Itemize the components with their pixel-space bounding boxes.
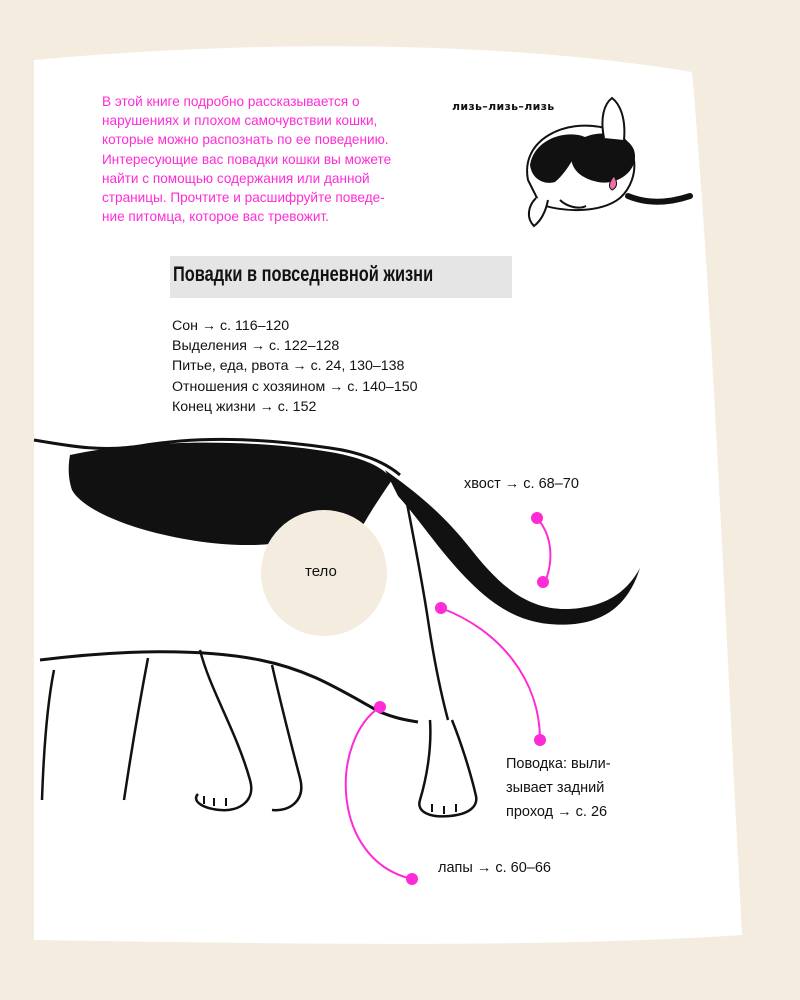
behavior-label bbox=[506, 752, 611, 824]
behavior-callout-dot-top bbox=[435, 602, 447, 614]
paws-label: лапы → с. 60–66 bbox=[438, 860, 551, 876]
intro-paragraph bbox=[102, 92, 432, 226]
tail-label: хвост → с. 68–70 bbox=[464, 476, 579, 492]
topic-item: Конец жизни → с. 152 bbox=[172, 398, 317, 415]
behavior-label-line: Поводка: выли- bbox=[506, 756, 611, 772]
topic-item: Выделения → с. 122–128 bbox=[172, 338, 340, 355]
intro-line: В этой книге подробно рассказывается о bbox=[102, 94, 360, 109]
behavior-label-line: проход → с. 26 bbox=[506, 804, 608, 820]
topics-list bbox=[172, 316, 418, 417]
tail-callout-dot-bottom bbox=[537, 576, 549, 588]
intro-line: ние питомца, которое вас тревожит. bbox=[102, 209, 329, 225]
topic-item: Отношения с хозяином → с. 140–150 bbox=[172, 378, 418, 395]
intro-line: страницы. Прочтите и расшифруйте поведе- bbox=[102, 190, 385, 206]
paws-callout-dot-top bbox=[374, 701, 386, 713]
intro-line: которые можно распознать по ее поведению. bbox=[102, 132, 389, 148]
topic-item: Питье, еда, рвота → с. 24, 130–138 bbox=[172, 358, 405, 375]
intro-line: Интересующие вас повадки кошки вы можете bbox=[102, 151, 392, 167]
behavior-label-line: зывает задний bbox=[506, 780, 605, 796]
topic-item: Сон → с. 116–120 bbox=[172, 318, 290, 334]
illustration-caption: лизь–лизь–лизь bbox=[452, 100, 555, 113]
section-title: Повадки в повседневной жизни bbox=[173, 263, 434, 286]
tail-callout-dot-top bbox=[531, 512, 543, 524]
body-label: тело bbox=[305, 563, 337, 580]
intro-line: найти с помощью содержания или данной bbox=[102, 170, 370, 186]
behavior-callout-dot-bottom bbox=[534, 734, 546, 746]
paws-callout-dot-bottom bbox=[406, 873, 418, 885]
intro-line: нарушениях и плохом самочувствии кошки, bbox=[102, 113, 378, 129]
